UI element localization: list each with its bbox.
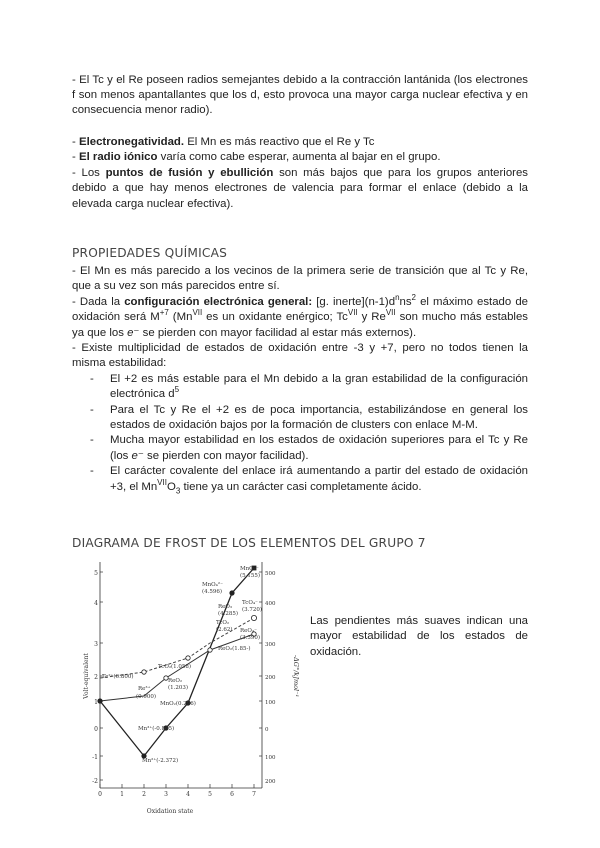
tco2-value: (2.62) (216, 627, 233, 633)
electronegativity-line: - Electronegatividad. El Mn es más reactivo que el Re y Tc (72, 136, 375, 148)
reo3-label: ReO₃ (218, 604, 233, 610)
mno2-label: MnO₂(0.296) (160, 701, 196, 707)
chemical-properties-heading: PROPIEDADES QUÍMICAS (72, 246, 228, 260)
reo2b-label: ReO₂ (168, 678, 183, 684)
left-axis-title: Volt-equivalent (83, 653, 90, 699)
left-tick-label: 3 (94, 641, 98, 648)
electron-configuration-line: - Dada la configuración electrónica general: [g. $inerte](n-1)d^nns^2$ el máximo estado de oxidación será $M^{+7}$ ($Mn^{VII}$ es un oxidante enérgico; $Tc^{VII}$ y $Re^{VII}$ son mucho más estables ya que los e⁻ se pierden con mayor facilidad al estar más externos). (72, 293, 528, 339)
reo2-point (208, 648, 212, 652)
tco2-point (186, 656, 190, 660)
left-tick-label: 1 (94, 699, 98, 706)
frost-caption: Las pendientes más suaves indican una mayor estabilidad de los estados de oxidación. (310, 615, 528, 658)
list-item: - Mucha mayor estabilidad en los estados de oxidación superiores para el Tc y Re (los e⁻ se pierden con mayor facilidad). (90, 434, 528, 462)
tc2-label: Tc²⁺(0.800) (102, 674, 134, 680)
tco4-point (251, 615, 256, 620)
right-axis-title: -ΔG°/kJmol⁻¹ (292, 654, 300, 698)
x-tick-label: 3 (164, 791, 168, 798)
mno4-2-point (230, 591, 234, 595)
melting-point-line: - Los puntos de fusión y ebullición son más bajos que para los grupos anteriores debido a que hay menos electrones de valencia para formar el enlace (debido a la elevada carga nuclear efectiva). (72, 166, 529, 210)
x-axis-title: Oxidation state (146, 808, 194, 815)
right-tick-label: 200 (265, 675, 276, 681)
x-tick-label: 0 (98, 791, 102, 798)
mn2-label: Mn²⁺(-2.372) (142, 758, 179, 764)
mn-line (100, 568, 254, 756)
x-tick-label: 5 (208, 791, 212, 798)
ionic-radius-line: - El radio iónico varía como cabe esperar, aumenta al bajar en el grupo. (72, 151, 441, 164)
reo2b-value: (1.203) (168, 685, 189, 691)
mno4-label: MnO₄⁻ (240, 566, 259, 572)
tco2-label: TcO₂ (216, 620, 230, 626)
left-tick-label: 2 (94, 674, 98, 681)
frost-diagram-heading: DIAGRAMA DE FROST DE LOS ELEMENTOS DEL GRUPO 7 (72, 536, 426, 550)
oxidation-states-sublist (72, 372, 528, 495)
x-tick-label: 1 (120, 791, 124, 798)
tco-a-label: TcO₂(1.058) (158, 664, 192, 670)
left-tick-label: -1 (92, 754, 98, 761)
right-tick-label: 500 (265, 571, 276, 577)
left-tick-label: 0 (94, 726, 98, 733)
list-item: - El carácter covalente del enlace irá aumentando a partir del estado de oxidación +3, el $Mn^{VII}O_3$ tiene ya un carácter casi completamente ácido. (90, 465, 528, 495)
right-tick-label: 100 (265, 700, 276, 706)
x-tick-label: 6 (230, 791, 234, 798)
reo4-value: (3.390) (240, 635, 261, 641)
x-tick-label: 7 (252, 791, 256, 798)
list-item: - El +2 es más estable para el Mn debido a la gran estabilidad de la configuración electrónica $d^5$ (90, 372, 528, 401)
tco4-label: TcO₄⁻ (242, 600, 258, 606)
left-tick-label: 4 (94, 600, 98, 607)
x-tick-label: 2 (142, 791, 146, 798)
physical-properties-list (72, 135, 528, 212)
left-tick-label: 5 (94, 570, 98, 577)
right-tick-label: 0 (265, 727, 269, 733)
reo3-value: (4.285) (218, 611, 239, 617)
mn3-label: Mn³⁺(-0.845) (138, 726, 175, 732)
mn0-point (98, 699, 102, 703)
right-tick-label: 100 (265, 755, 276, 761)
right-tick-label: 300 (265, 642, 276, 648)
oxidation-states-line: - Existe multiplicidad de estados de oxidación entre -3 y +7, pero no todos tienen la misma estabilidad: (72, 342, 528, 370)
re3-label: Re³⁺ (138, 686, 151, 692)
mno4-value: (5.155) (240, 573, 261, 579)
frost-diagram (83, 558, 300, 820)
left-tick-label: -2 (92, 778, 98, 785)
reo2-label: ReO₂(1.85-) (218, 646, 251, 652)
tc2-point (142, 670, 146, 674)
list-item: - Para el Tc y Re el +2 es de poca importancia, estabilizándose en general los estados de oxidación bajos por la formación de clusters con enlace M-M. (90, 403, 528, 432)
mno4-2-label: MnO₄²⁻ (202, 582, 223, 588)
x-tick-label: 4 (186, 791, 190, 798)
right-tick-label: 400 (265, 601, 276, 607)
re3-value: (0.900) (136, 694, 157, 700)
paragraph-lanthanide-contraction: - El Tc y el Re poseen radios semejantes debido a la contracción lantánida (los electrones f son menos apantallantes que los d, esto provoca una mayor carga nuclear efectiva y en consecuencia menor radio). (72, 74, 528, 117)
right-tick-label: 200 (265, 779, 276, 785)
reo4-label: ReO₄⁻ (240, 628, 258, 634)
tco4-value: (3.720) (242, 607, 263, 613)
mno4-2-value: (4.596) (202, 589, 223, 595)
mn-similarity-line: - El Mn es más parecido a los vecinos de la primera serie de transición que al Tc y Re, que a su vez son más parecidos entre sí. (72, 265, 528, 293)
chemical-properties-body (72, 264, 528, 495)
